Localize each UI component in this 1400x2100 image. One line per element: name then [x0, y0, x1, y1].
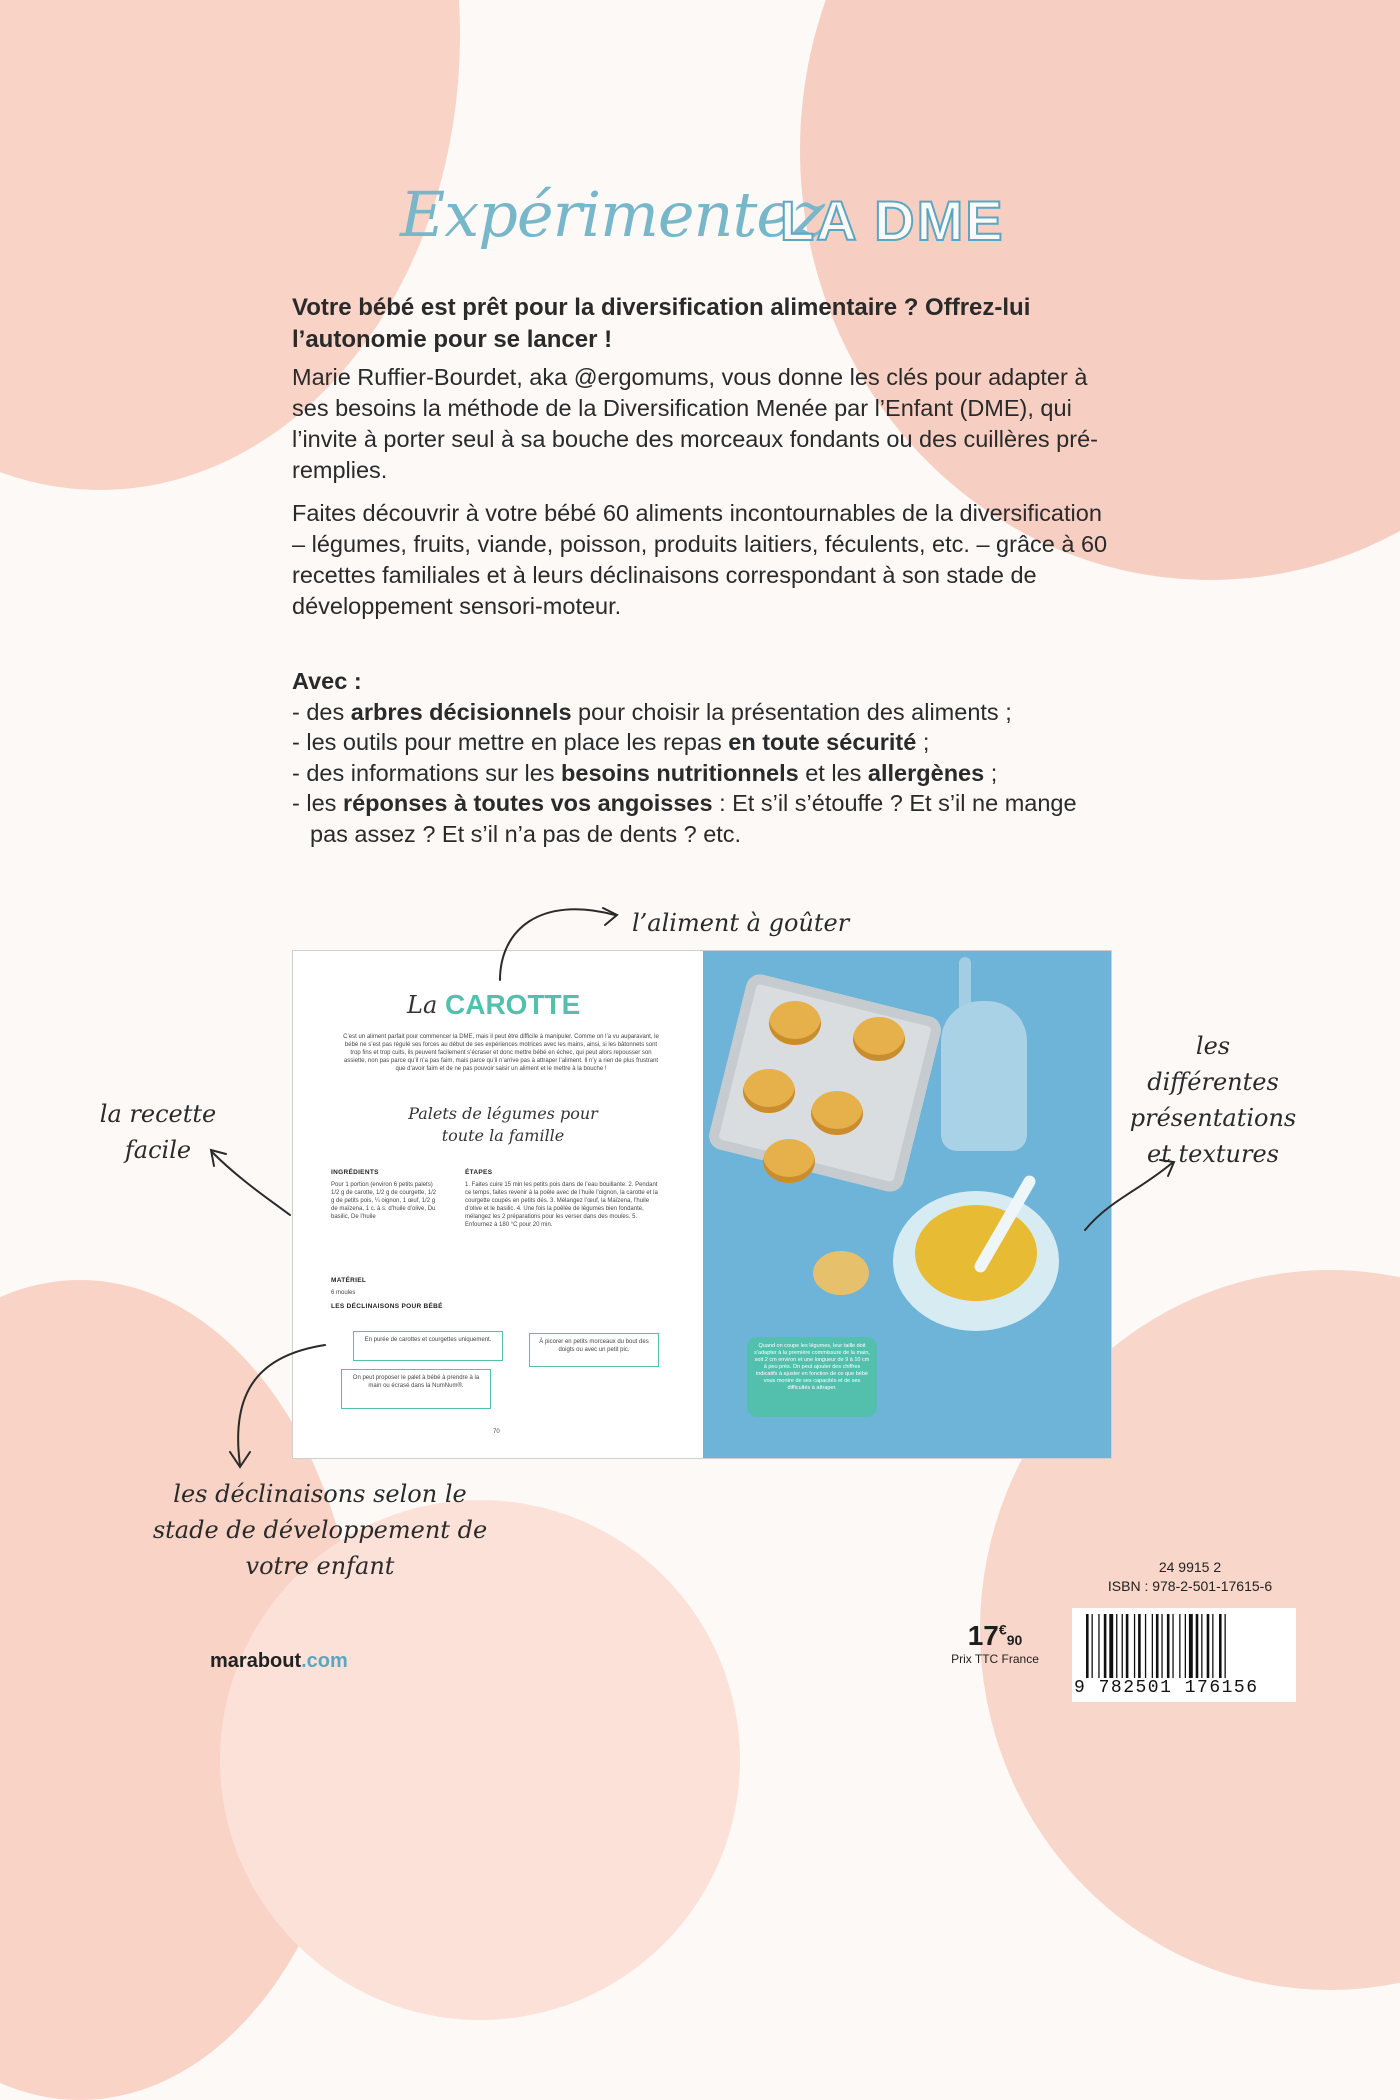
arrow-presentations — [1085, 1163, 1172, 1230]
declinaisons-heading: LES DÉCLINAISONS POUR BÉBÉ — [331, 1303, 443, 1310]
internal-code: 24 9915 2 — [1158, 1559, 1222, 1575]
price-block — [940, 1620, 1050, 1666]
barcode-bar — [1092, 1614, 1093, 1678]
steps-heading: ÉTAPES — [465, 1169, 493, 1176]
materiel-heading: MATÉRIEL — [331, 1277, 367, 1284]
barcode-bar — [1179, 1614, 1180, 1678]
intro-lead: Votre bébé est prêt pour la diversification alimentaire ? Offrez-lui l’autonomie pour se lancer ! — [292, 294, 1031, 353]
tip-box: Quand on coupe les légumes, leur taille doit s’adapter à la première commissure de la main, soit 2 cm environ et une longueur de 9 à 10 cm à peu près. On peut ajouter des chiffres indicatifs à ajuster en fonction de ce que bébé vous montre de ses capacités et de ses difficultés à attraper. — [747, 1337, 877, 1417]
barcode-bar — [1156, 1614, 1159, 1678]
arrow-aliment — [500, 909, 615, 980]
title-caps: LA DME — [780, 189, 1005, 252]
barcode-bar — [1116, 1614, 1117, 1678]
feature-item: - les réponses à toutes vos angoisses : Et s’il s’étouffe ? Et s’il ne mange pas assez ? Et s’il n’a pas de dents ? etc. — [292, 790, 1077, 847]
annotation-aliment: l’aliment à goûter — [632, 909, 850, 937]
intro-paragraph-2: Faites découvrir à votre bébé 60 aliments incontournables de la diversification – légumes, fruits, viande, poisson, produits laitiers, féculents, etc. – grâce à 60 recettes familiales et à leurs déclinaisons correspondant à son stade de développement sensori-moteur. — [292, 500, 1108, 619]
barcode-bar — [1201, 1614, 1202, 1678]
recipe-title: Palets de légumes pour toute la famille — [408, 1104, 598, 1145]
barcode-bar — [1161, 1614, 1162, 1678]
feature-list-heading: Avec : — [292, 668, 362, 694]
barcode-bar — [1172, 1614, 1173, 1678]
barcode-bar — [1196, 1614, 1199, 1678]
isbn: ISBN : 978-2-501-17615-6 — [1107, 1578, 1273, 1594]
barcode-bar — [1104, 1614, 1107, 1678]
price-amount: 17€90 — [967, 1620, 1023, 1651]
annotation-presentations: les différentes présentations et textures — [1129, 1032, 1297, 1168]
barcode-bar — [1086, 1614, 1089, 1678]
barcode-bar — [1207, 1614, 1210, 1678]
feature-item: - des arbres décisionnels pour choisir la présentation des aliments ; — [292, 698, 1012, 725]
publisher-website[interactable]: marabout.com — [210, 1650, 348, 1672]
barcode-bar — [1098, 1614, 1099, 1678]
feature-item: - les outils pour mettre en place les repas en toute sécurité ; — [292, 729, 930, 755]
barcode — [1072, 1608, 1296, 1702]
barcode-number: 9 782501 176156 — [1074, 1678, 1259, 1698]
declinaison-box: À picorer en petits morceaux du bout des doigts ou avec un petit pic. — [529, 1333, 659, 1367]
barcode-bar — [1138, 1614, 1141, 1678]
annotation-declinaisons: les déclinaisons selon le stade de développement de votre enfant — [152, 1480, 488, 1580]
title-script: Expérimentez — [400, 178, 824, 251]
barcode-bar — [1126, 1614, 1129, 1678]
intro-paragraph-1: Marie Ruffier-Bourdet, aka @ergomums, vous donne les clés pour adapter à ses besoins la méthode de la Diversification Menée par l’Enfant (DME), qui l’invite à porter seul à sa bouche des morceaux fondants ou des cuillères pré-remplies. — [292, 364, 1098, 483]
ingredients-list: Pour 1 portion (environ 6 petits palets) 1/2 g de carotte, 1/2 g de courgette, 1/2 g de petits pois, ¼ oignon, 1 œuf, 1/2 g de maïzena, 1 c. à s. d’huile d’olive, Du basilic, De l’huile — [331, 1182, 437, 1220]
book-codes — [1090, 1558, 1290, 1596]
barcode-bars — [1086, 1614, 1286, 1678]
aliment-title: CAROTTE — [445, 989, 581, 1020]
barcode-bar — [1225, 1614, 1226, 1678]
barcode-bar — [1134, 1614, 1135, 1678]
feature-item: - des informations sur les besoins nutritionnels et les allergènes ; — [292, 759, 998, 786]
price-label: Prix TTC France — [951, 1652, 1039, 1666]
arrow-declinaisons — [238, 1345, 325, 1465]
aliment-article: La — [407, 991, 438, 1019]
barcode-bar — [1145, 1614, 1146, 1678]
arrow-recette — [212, 1152, 290, 1215]
declinaison-box: On peut proposer le palet à bébé à prendre à la main ou écrasé dans la NumNum®. — [341, 1369, 491, 1409]
barcode-bar — [1122, 1614, 1123, 1678]
barcode-bar — [1167, 1614, 1170, 1678]
materiel-list: 6 moules — [331, 1290, 356, 1296]
barcode-bar — [1185, 1614, 1186, 1678]
barcode-bar — [1152, 1614, 1153, 1678]
declinaison-box: En purée de carottes et courgettes uniquement. — [353, 1331, 503, 1361]
steps-list: 1. Faites cuire 15 min les petits pois dans de l’eau bouillante. 2. Pendant ce temps, faites revenir à la poêle avec de l’huile l’oignon, la carotte et la courgette coupés en petits dés. 3. Mélangez l’œuf, la Maïzena, l’huile d’olive et le basilic. 4. Une fois la poêlée de légumes bien fondante, mélangez les 2 préparations pour les verser dans des moules. 5. Enfournez à 180 °C pour 20 min. — [465, 1182, 658, 1228]
annotation-recette: la recette facile — [99, 1100, 217, 1164]
page-number: 70 — [493, 1429, 500, 1435]
barcode-bar — [1109, 1614, 1113, 1678]
barcode-bar — [1219, 1614, 1222, 1678]
aliment-intro: C’est un aliment parfait pour commencer la DME, mais il peut être difficile à manipuler. Comme on l’a vu auparavant, le bébé ne s’est pas régulé ses forces au début de ses expériences motrices avec les mains, ainsi, si les bâtonnets sont trop fins et trop cuits, ils peuvent facilement s’écraser et donc mettre bébé en échec, qui peut alors repousser son assiette, non pas parce qu’il n’a pas faim, mais parce qu’il n’arrive pas à attraper l’aliment. Il n’y a rien de plus frustrant que d’avoir faim et de ne pas pouvoir saisir un aliment et le mettre à la bouche ! — [343, 1034, 659, 1072]
barcode-bar — [1212, 1614, 1213, 1678]
ingredients-heading: INGRÉDIENTS — [331, 1169, 379, 1176]
barcode-bar — [1189, 1614, 1193, 1678]
